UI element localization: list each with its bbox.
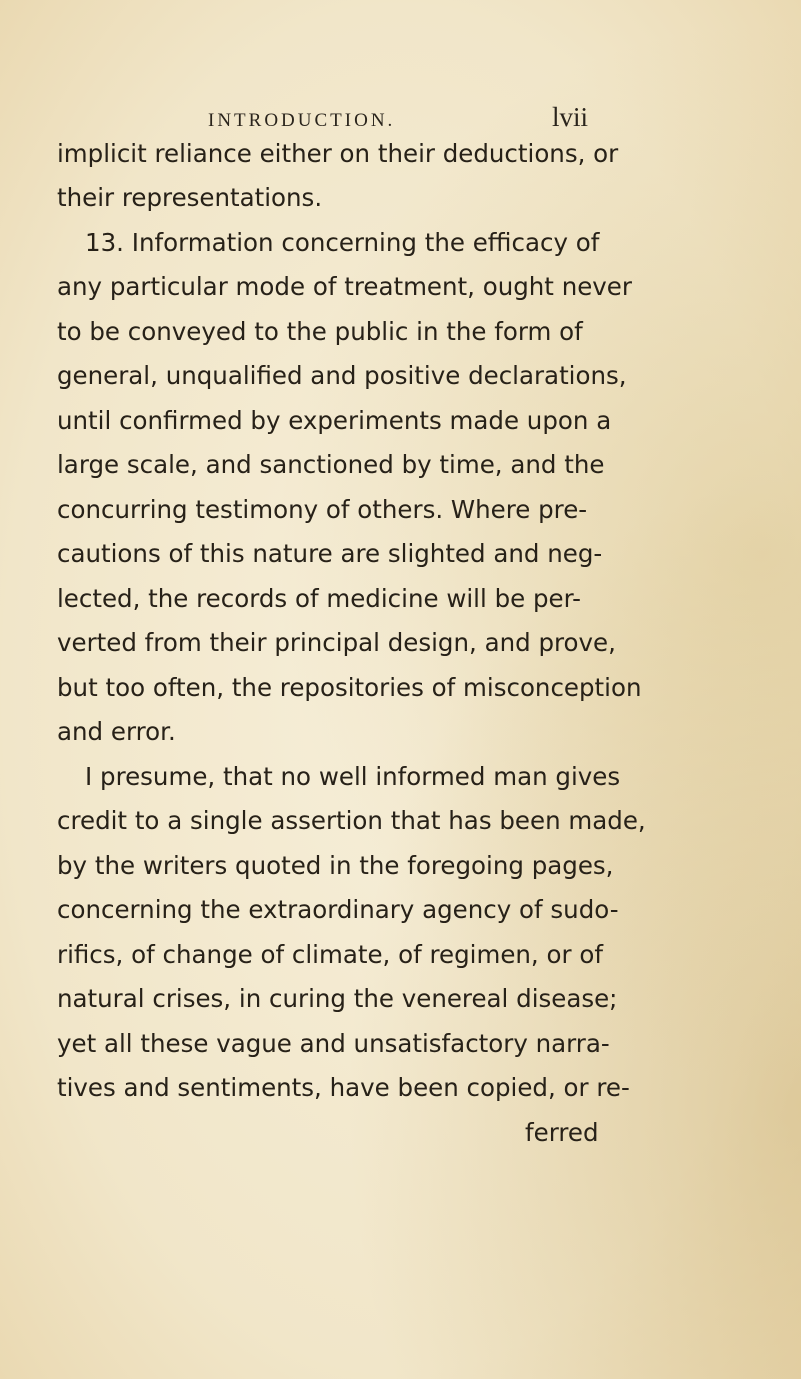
text-line: general, unqualified and positive declarations,	[57, 361, 627, 390]
text-line: by the writers quoted in the foregoing pages,	[57, 851, 614, 880]
text-line: lected, the records of medicine will be per-	[57, 584, 581, 613]
text-line: implicit reliance either on their deductions, or	[57, 139, 619, 168]
text-line: until confirmed by experiments made upon a	[57, 406, 612, 435]
text-line: any particular mode of treatment, ought never	[57, 272, 632, 301]
text-line: 13. Information concerning the efficacy of	[85, 228, 600, 257]
text-line: cautions of this nature are slighted and neg-	[57, 539, 603, 568]
text-line: natural crises, in curing the venereal disease;	[57, 984, 618, 1013]
text-line: concerning the extraordinary agency of sudo-	[57, 895, 619, 924]
text-line: credit to a single assertion that has been made,	[57, 806, 646, 835]
catchword: ferred	[525, 1118, 599, 1147]
text-line: large scale, and sanctioned by time, and the	[57, 450, 605, 479]
text-line: their representations.	[57, 183, 323, 212]
text-line: yet all these vague and unsatisfactory narra-	[57, 1029, 610, 1058]
text-line: I presume, that no well informed man gives	[85, 762, 621, 791]
running-title: INTRODUCTION.	[208, 110, 396, 131]
text-line: verted from their principal design, and prove,	[57, 628, 616, 657]
text-line: concurring testimony of others. Where pre-	[57, 495, 588, 524]
text-line: rifics, of change of climate, of regimen, or of	[57, 940, 603, 969]
text-line: to be conveyed to the public in the form of	[57, 317, 583, 346]
text-line: tives and sentiments, have been copied, or re-	[57, 1073, 630, 1102]
text-line: but too often, the repositories of misconception	[57, 673, 642, 702]
text-line: and error.	[57, 717, 176, 746]
page-number: lvii	[552, 102, 589, 132]
